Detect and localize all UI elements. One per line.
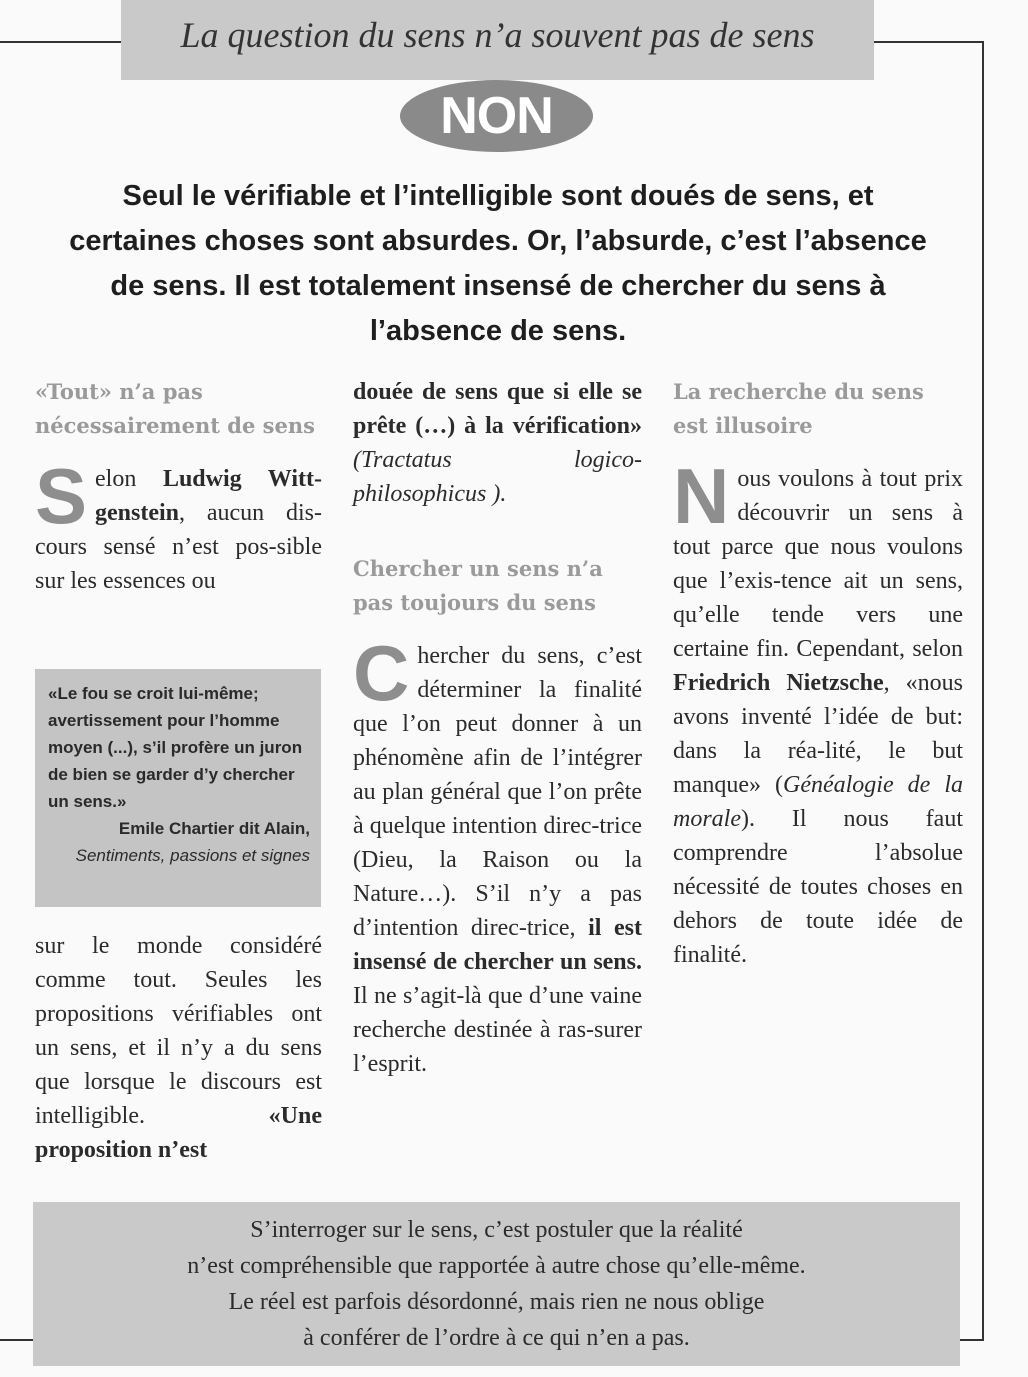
column-1-paragraph-1 bbox=[35, 452, 322, 598]
column-1-heading: «Tout» n’a pas nécessairement de sens bbox=[35, 379, 315, 438]
author-nietzsche: Friedrich Nietzsche bbox=[673, 670, 884, 696]
conclusion-text bbox=[33, 1212, 960, 1356]
column-2-heading: Chercher un sens n’a pas toujours du sens bbox=[353, 556, 603, 615]
tractatus-source: (Tractatus logico-philosophicus ). bbox=[353, 447, 642, 507]
non-badge bbox=[400, 80, 593, 152]
column-3-heading: La recherche du sens est illusoire bbox=[673, 379, 924, 438]
column-3-text-b: , «nous avons inventé l’idée de but: dans la réa-lité, le but manque» ( bbox=[673, 670, 963, 798]
column-3-text-c: ). Il nous faut comprendre l’absolue nécessité de toutes choses en dehors de toute idée de finalité. bbox=[673, 806, 963, 968]
column-2-bold-claim: il est insensé de chercher un sens. bbox=[353, 915, 643, 975]
frame-bottom-left-line bbox=[0, 1339, 33, 1341]
genealogie-work: Généalogie de la morale bbox=[673, 772, 963, 832]
frame-right-line bbox=[982, 41, 984, 1341]
column-2-quote-continuation bbox=[353, 375, 642, 511]
column-2 bbox=[353, 375, 642, 1081]
column-1-bottom bbox=[35, 929, 322, 1167]
quote-attribution bbox=[48, 815, 310, 869]
column-2-quote-text: douée de sens que si elle se prête (…) à la vérification» bbox=[353, 379, 642, 439]
column-1-quote-start: «Une proposition n’est bbox=[35, 1103, 322, 1163]
lead-paragraph: Seul le vérifiable et l’intelligible sont doués de sens, et certaines choses sont absurdes. Or, l’absurde, c’est l’absence de sens. Il est totalement insensé de chercher du sens à l’absence de sens. bbox=[69, 180, 927, 347]
column-1-text-a: elon bbox=[95, 466, 163, 492]
conclusion-line-1: S’interroger sur le sens, c’est postuler que la réalité bbox=[250, 1217, 743, 1243]
column-3-text-a: ous voulons à tout prix découvrir un sens à tout parce que nous voulons que l’exis-tence ait un sens, qu’elle tende vers une certaine fin. Cependant, selon bbox=[673, 466, 963, 662]
quote-work: Sentiments, passions et signes bbox=[75, 846, 310, 865]
column-1-text-c: sur le monde considéré comme tout. Seules les propositions vérifiables ont un sens, et il n’y a du sens que lorsque le discours est intelligible. bbox=[35, 933, 322, 1129]
column-1-text-b: , aucun dis-cours sensé n’est pos-sible sur les essences ou bbox=[35, 500, 322, 594]
conclusion-line-4: à conférer de l’ordre à ce qui n’en a pas. bbox=[303, 1325, 690, 1351]
dropcap-n: N bbox=[673, 452, 730, 540]
column-2-text-b: Il ne s’agit-là que d’une vaine recherche destinée à ras-surer l’esprit. bbox=[353, 983, 642, 1077]
frame-top-right-line bbox=[874, 41, 984, 43]
column-1-paragraph-2 bbox=[35, 929, 322, 1167]
page-title: La question du sens n’a souvent pas de sens bbox=[180, 15, 815, 55]
conclusion-line-2: n’est compréhensible que rapportée à autre chose qu’elle-même. bbox=[187, 1253, 806, 1279]
frame-bottom-right-line bbox=[960, 1339, 984, 1341]
column-3 bbox=[673, 375, 963, 972]
non-badge-label: NON bbox=[440, 87, 553, 145]
quote-author: Emile Chartier dit Alain, bbox=[118, 819, 310, 838]
frame-top-left-line bbox=[0, 41, 121, 43]
dropcap-c: C bbox=[353, 629, 410, 717]
column-3-paragraph bbox=[673, 452, 963, 972]
conclusion-line-3: Le réel est parfois désordonné, mais rien ne nous oblige bbox=[228, 1289, 765, 1315]
dropcap-s: S bbox=[35, 452, 88, 540]
author-wittgenstein: Ludwig Witt-genstein bbox=[95, 466, 322, 526]
quote-text: «Le fou se croit lui-même; avertissement pour l’homme moyen (...), s’il profère un juron de bien se garder d’y chercher un sens.» bbox=[48, 684, 303, 811]
column-2-paragraph bbox=[353, 629, 643, 1081]
column-1-top bbox=[35, 375, 322, 598]
column-2-text-a: hercher du sens, c’est déterminer la finalité que l’on peut donner à un phénomène afin de l’intégrer au plan général que l’on prête à quelque intention direc-trice (Dieu, la Raison ou la Nature…). S’il n’y a pas d’intention direc-trice, bbox=[353, 643, 642, 941]
